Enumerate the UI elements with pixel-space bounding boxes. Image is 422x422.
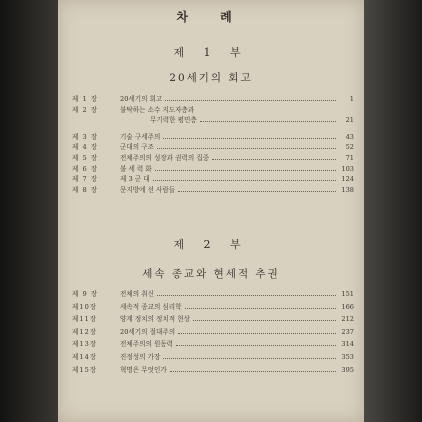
leader-dots bbox=[155, 170, 336, 171]
toc-entry bbox=[72, 173, 354, 184]
page-number: 71 bbox=[345, 153, 354, 162]
chapter-label: 제11장 bbox=[72, 315, 98, 324]
page-number: 43 bbox=[345, 132, 354, 141]
toc-entry bbox=[72, 288, 354, 301]
page-number: 212 bbox=[341, 315, 354, 324]
toc-entry bbox=[72, 301, 354, 314]
chapter-title: 군대의 구조 bbox=[120, 143, 154, 152]
leader-dots bbox=[212, 159, 336, 160]
leader-dots bbox=[153, 180, 336, 181]
leader-dots bbox=[170, 371, 336, 372]
chapter-label: 제15장 bbox=[72, 365, 98, 374]
chapter-label: 제12장 bbox=[72, 327, 98, 336]
chapter-title: 세속적 종교의 심리학 bbox=[120, 302, 182, 311]
toc-entry bbox=[72, 184, 354, 195]
chapter-title: 불 세 력 화 bbox=[120, 164, 152, 173]
part-1-subtitle: 20세기의 회고 bbox=[169, 72, 253, 84]
page-number: 314 bbox=[341, 340, 354, 349]
toc-entry bbox=[72, 351, 354, 364]
chapter-title: 양계 정치의 정치적 현상 bbox=[120, 315, 190, 324]
chapter-title: 기술 구세주의 bbox=[120, 132, 161, 141]
toc-entry bbox=[72, 93, 354, 104]
leader-dots bbox=[157, 148, 336, 149]
chapter-label: 제 8 장 bbox=[72, 185, 99, 194]
page-number: 103 bbox=[341, 164, 354, 173]
chapter-title: 문지방에 선 사람들 bbox=[120, 185, 176, 194]
page-number: 353 bbox=[341, 352, 354, 361]
toc-entry bbox=[72, 141, 354, 152]
chapter-title: 혁명은 무엇인가 bbox=[120, 365, 167, 374]
book-edge-right bbox=[364, 0, 422, 422]
page-number: 237 bbox=[341, 327, 354, 336]
page-title: 차 례 bbox=[176, 10, 246, 24]
leader-dots bbox=[178, 333, 336, 334]
chapter-label: 제14장 bbox=[72, 352, 98, 361]
chapter-title: 불탁하는 소수 지도자층과 bbox=[120, 105, 195, 114]
toc-entry bbox=[72, 152, 354, 163]
page bbox=[58, 0, 364, 422]
leader-dots bbox=[185, 308, 336, 309]
leader-dots bbox=[163, 358, 336, 359]
leader-dots bbox=[200, 121, 336, 122]
toc-entry bbox=[72, 326, 354, 339]
toc-entry bbox=[72, 163, 354, 174]
toc-part-1 bbox=[72, 93, 354, 194]
chapter-title: 진정성의 가장 bbox=[120, 352, 161, 361]
chapter-label: 제13장 bbox=[72, 340, 98, 349]
toc-entry bbox=[72, 131, 354, 142]
part-1-label: 제 1 부 bbox=[173, 46, 249, 59]
leader-dots bbox=[163, 138, 336, 139]
chapter-label: 제 7 장 bbox=[72, 175, 99, 184]
chapter-title: 전체주의의 성장과 권력의 집중 bbox=[120, 153, 210, 162]
chapter-title: 전체주의의 원동력 bbox=[120, 340, 174, 349]
chapter-label: 제 2 장 bbox=[72, 105, 99, 114]
chapter-title: 20세기의 회고 bbox=[120, 95, 163, 103]
book-edge-left bbox=[0, 0, 58, 422]
leader-dots bbox=[165, 100, 336, 101]
toc-entry-continued bbox=[72, 114, 354, 125]
chapter-label: 제 1 장 bbox=[72, 95, 99, 103]
page-number: 395 bbox=[341, 365, 354, 374]
page-number: 138 bbox=[341, 185, 354, 194]
toc-entry bbox=[72, 104, 354, 115]
chapter-label: 제 3 장 bbox=[72, 132, 99, 141]
chapter-title: 20세기의 절대주의 bbox=[120, 327, 176, 336]
chapter-label: 제 5 장 bbox=[72, 153, 99, 162]
page-number: 52 bbox=[345, 143, 354, 152]
toc-entry bbox=[72, 338, 354, 351]
page-number: 124 bbox=[341, 175, 354, 184]
chapter-label: 제 4 장 bbox=[72, 143, 99, 152]
page-number: 1 bbox=[349, 95, 354, 103]
leader-dots bbox=[176, 345, 336, 346]
chapter-label: 제 6 장 bbox=[72, 164, 99, 173]
part-2-label: 제 2 부 bbox=[173, 238, 249, 251]
page-number: 151 bbox=[341, 290, 354, 298]
chapter-label: 제10장 bbox=[72, 302, 98, 311]
chapter-title: 전체의 취신 bbox=[120, 290, 154, 298]
toc-entry bbox=[72, 364, 354, 377]
page-number: 21 bbox=[345, 116, 354, 125]
leader-dots bbox=[178, 191, 336, 192]
chapter-label: 제 9 장 bbox=[72, 290, 99, 298]
leader-dots bbox=[157, 295, 336, 296]
leader-dots bbox=[193, 320, 336, 321]
toc-entry bbox=[72, 313, 354, 326]
page-number: 166 bbox=[341, 302, 354, 311]
part-2-subtitle: 세속 종교와 현세적 추권 bbox=[142, 268, 280, 280]
toc-part-2 bbox=[72, 288, 354, 376]
chapter-title-continued: 무기력한 평민층 bbox=[150, 116, 197, 125]
chapter-title: 제 3 군 대 bbox=[120, 175, 150, 184]
